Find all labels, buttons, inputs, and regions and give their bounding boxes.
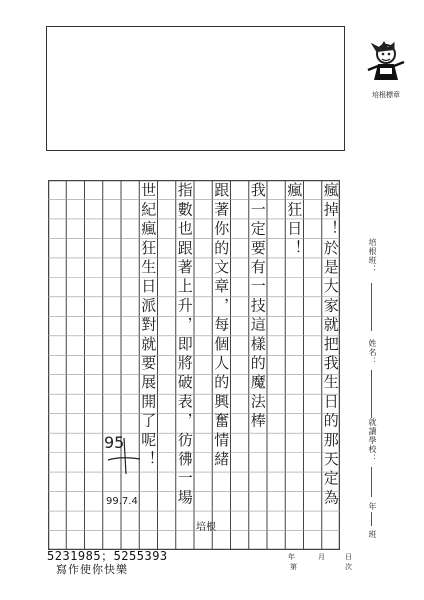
essay-column: 指數也跟著上升，即將破表，彷彿一場 bbox=[175, 182, 194, 509]
school-label: 就讀學校： bbox=[368, 418, 377, 463]
phone-numbers: 5231985；5255393 bbox=[47, 549, 168, 563]
date-day: 日 bbox=[345, 553, 352, 561]
class-line bbox=[371, 283, 372, 331]
essay-column: 瘋掉！於是大家就把我生日的那天定為 bbox=[321, 182, 340, 509]
grade-score: 95 bbox=[104, 433, 125, 452]
school-line bbox=[371, 467, 372, 497]
date-period: 次 bbox=[345, 563, 352, 571]
essay-column: 我一定要有一技這樣的魔法棒 bbox=[248, 182, 267, 432]
comment-box bbox=[46, 26, 345, 151]
date-year: 年 bbox=[288, 553, 295, 561]
name-line bbox=[371, 370, 372, 418]
essay-column: 瘋狂日！ bbox=[285, 182, 304, 259]
year-word: 年 bbox=[368, 502, 377, 511]
year-line bbox=[371, 512, 372, 526]
date-month: 月 bbox=[318, 553, 325, 561]
essay-column: 世紀瘋狂生日派對就要展開了呢！ bbox=[139, 182, 158, 470]
date-num: 第 bbox=[290, 563, 297, 571]
essay-column: 跟著你的文章，每個人的興奮情緒 bbox=[212, 182, 231, 470]
grade-signature: 99.7.4 bbox=[106, 496, 138, 507]
name-label: 姓名： bbox=[368, 339, 377, 366]
slogan: 寫作使你快樂 bbox=[56, 563, 128, 576]
logo-caption: 培根標章 bbox=[372, 91, 400, 99]
mascot-logo-icon bbox=[366, 40, 406, 84]
class-label: 培根班： bbox=[368, 238, 377, 274]
grade-mark bbox=[100, 430, 180, 510]
class-word: 班 bbox=[368, 530, 377, 539]
teacher-stamp: 培根 bbox=[196, 522, 216, 533]
